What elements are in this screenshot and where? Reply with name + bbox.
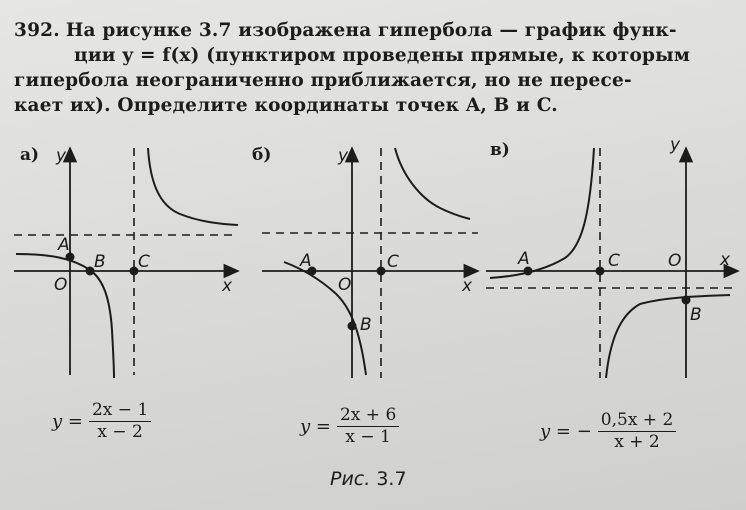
panel-a-point-C <box>130 267 138 275</box>
panel-b-formula <box>300 405 399 448</box>
panel-b-numerator: 2x + 6 <box>337 405 399 427</box>
panel-b-label: б) <box>252 145 272 165</box>
problem-line-3: гипербола неограниченно приближается, но не пересе- <box>14 70 632 91</box>
panel-c-point-B <box>682 296 690 304</box>
panel-a-point-B-label: B <box>94 252 106 272</box>
panel-b-y-label: y <box>338 146 349 166</box>
problem-line-1-text: На рисунке 3.7 изображена гипербола — график функ- <box>65 20 677 41</box>
figure-caption-prefix: Рис. <box>330 468 371 490</box>
panel-a-hyperbola-right-branch <box>148 148 238 225</box>
panel-b-denominator: x − 1 <box>345 427 391 447</box>
panel-a-label: а) <box>20 145 40 165</box>
panel-b-hyperbola-right-branch <box>395 148 470 219</box>
panel-b-hyperbola-left-branch <box>284 262 366 375</box>
problem-number: 392. <box>14 20 60 41</box>
figure-caption <box>330 468 407 490</box>
panel-b-formula-lhs: y = <box>300 416 331 437</box>
problem-line-4: кает их). Определите координаты точек A, B и C. <box>14 95 558 116</box>
panel-b-fraction <box>337 405 399 448</box>
panel-c-label: в) <box>490 140 510 160</box>
panel-c-fraction <box>598 410 677 453</box>
panel-b-point-C-label: C <box>387 252 399 272</box>
panel-c-formula <box>540 410 676 453</box>
panel-a-origin-label: O <box>54 275 68 295</box>
panel-c-point-B-label: B <box>690 305 702 325</box>
graph-panel-a <box>14 148 238 378</box>
panel-a-x-label: x <box>222 276 233 296</box>
panel-a-hyperbola-left-branch <box>16 254 114 378</box>
panel-c-hyperbola-right-branch <box>606 295 730 378</box>
panel-c-x-label: x <box>720 250 731 270</box>
panel-c-y-label: y <box>670 135 681 155</box>
panel-b-point-B-label: B <box>360 315 372 335</box>
panel-a-denominator: x − 2 <box>97 422 143 442</box>
panel-a-point-A-label: A <box>58 235 70 255</box>
panel-c-denominator: x + 2 <box>614 432 660 452</box>
panel-a-point-B <box>86 267 94 275</box>
panel-a-point-C-label: C <box>138 252 150 272</box>
panel-a-formula <box>52 400 151 443</box>
panel-c-point-C-label: C <box>608 251 620 271</box>
graph-panel-b <box>262 148 478 378</box>
panel-c-hyperbola-left-branch <box>490 148 594 278</box>
panel-c-origin-label: O <box>668 251 682 271</box>
panel-b-point-B <box>348 322 356 330</box>
panel-a-numerator: 2x − 1 <box>89 400 151 422</box>
panel-c-point-A-label: A <box>518 249 530 269</box>
panel-c-numerator: 0,5x + 2 <box>598 410 677 432</box>
panel-c-formula-lhs: y = − <box>540 421 592 442</box>
panel-b-origin-label: O <box>338 275 352 295</box>
panel-b-point-C <box>377 267 385 275</box>
panel-a-formula-lhs: y = <box>52 411 83 432</box>
panel-b-x-label: x <box>462 276 473 296</box>
panel-b-point-A-label: A <box>300 251 312 271</box>
panel-a-y-label: y <box>56 146 67 166</box>
figure-caption-number: 3.7 <box>376 468 407 490</box>
panel-c-point-C <box>596 267 604 275</box>
problem-line-2: ции y = f(x) (пунктиром проведены прямые, к которым <box>74 45 691 66</box>
panel-a-fraction <box>89 400 151 443</box>
